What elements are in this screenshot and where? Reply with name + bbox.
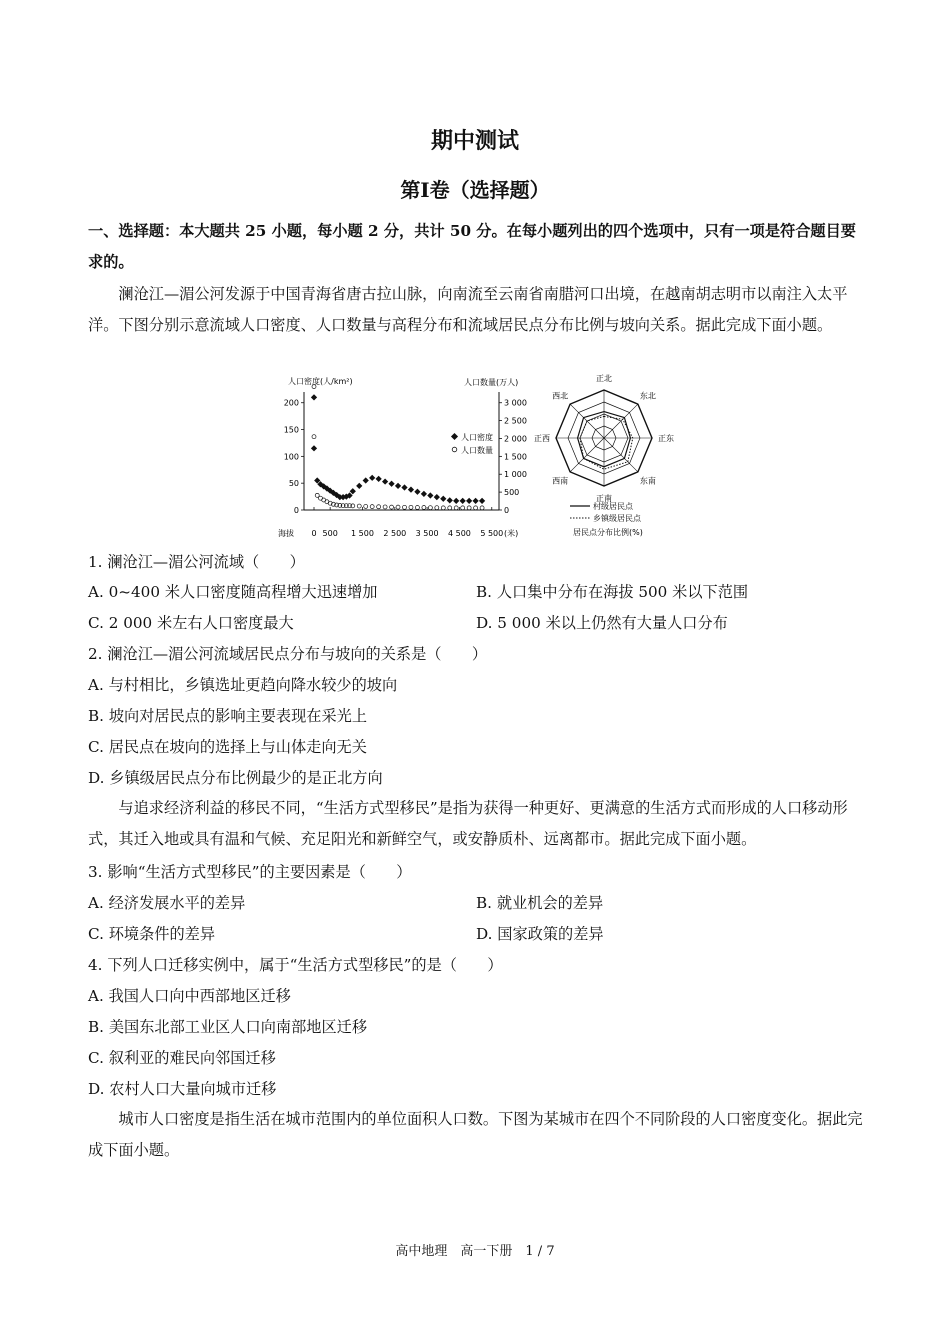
density-point	[479, 498, 485, 504]
density-point	[388, 481, 394, 487]
q2-stem: 2. 澜沧江—湄公河流域居民点分布与坡向的关系是（ ）	[88, 645, 488, 663]
scatter-legend	[451, 432, 493, 455]
q1-option-b[interactable]: B. 人口集中分布在海拔 500 米以下范围	[476, 583, 749, 601]
population-point	[377, 505, 381, 509]
left-tick-label: 150	[283, 425, 299, 435]
population-point	[474, 506, 478, 510]
left-tick-label: 100	[283, 452, 299, 462]
radar-caption: 居民点分布比例(%)	[573, 528, 643, 537]
population-point	[383, 505, 387, 509]
q2-option-c[interactable]: C. 居民点在坡向的选择上与山体走向无关	[88, 738, 367, 756]
left-tick-label: 200	[283, 398, 299, 408]
data-points	[311, 385, 485, 510]
x-ticks	[311, 507, 503, 538]
left-ticks	[284, 399, 304, 515]
left-tick-label: 0	[293, 506, 299, 515]
legend-marker-density	[451, 433, 458, 440]
q4-option-a[interactable]: A. 我国人口向中西部地区迁移	[88, 987, 291, 1005]
passage-3: 城市人口密度是指生活在城市范围内的单位面积人口数。下图为某城市在四个不同阶段的人口密度变化。据此完成下面小题。	[88, 1110, 863, 1159]
population-point	[364, 504, 368, 508]
population-point	[370, 505, 374, 509]
density-point	[369, 475, 375, 481]
density-point	[421, 491, 427, 497]
density-point	[453, 498, 459, 504]
radar-direction-label: 正西	[534, 434, 550, 443]
instruction: 一、选择题：本大题共 25 小题，每小题 2 分，共计 50 分。在每小题列出的四个选项中，只有一项是符合题目要求的。	[88, 222, 856, 271]
population-point	[448, 506, 452, 510]
radar-direction-label: 正东	[658, 434, 674, 443]
right-tick-label: 1 500	[504, 452, 527, 462]
population-point	[312, 435, 316, 439]
radar-direction-label: 西南	[552, 476, 569, 486]
x-axis-label: 海拔	[278, 529, 294, 538]
q3-option-d[interactable]: D. 国家政策的差异	[476, 925, 604, 943]
right-tick-label: 2 500	[504, 416, 527, 426]
figure-1-svg	[268, 370, 688, 545]
density-point	[401, 484, 407, 490]
right-tick-label: 1 000	[504, 470, 527, 480]
population-point	[357, 504, 361, 508]
q3-option-c[interactable]: C. 环境条件的差异	[88, 925, 216, 943]
q4-option-d[interactable]: D. 农村人口大量向城市迁移	[88, 1080, 277, 1098]
population-point	[409, 505, 413, 509]
x-tick-label: 4 500	[447, 529, 471, 538]
right-tick-label: 2 000	[504, 434, 527, 444]
left-tick-label: 50	[288, 479, 299, 489]
x-tick-label: 2 500	[383, 529, 407, 538]
density-point	[376, 476, 382, 482]
population-point	[396, 505, 400, 509]
right-tick-label: 500	[504, 488, 520, 498]
population-point	[415, 505, 419, 509]
section-title: 第Ⅰ卷（选择题）	[400, 178, 550, 202]
right-ticks	[499, 399, 527, 515]
density-point	[382, 478, 388, 484]
q1-option-d[interactable]: D. 5 000 米以上仍然有大量人口分布	[476, 614, 728, 632]
density-point	[460, 498, 466, 504]
density-point	[447, 497, 453, 503]
population-point	[441, 506, 445, 510]
x-axis-unit: (米)	[504, 529, 519, 538]
q3-option-a[interactable]: A. 经济发展水平的差异	[88, 894, 246, 912]
q4-stem: 4. 下列人口迁移实例中，属于“生活方式型移民”的是（ ）	[88, 956, 503, 974]
density-point	[311, 445, 317, 451]
x-tick-label: 5 500	[480, 529, 504, 538]
radar-direction-label: 西北	[552, 391, 569, 401]
passage-1: 澜沧江—湄公河发源于中国青海省唐古拉山脉，向南流至云南省南腊河口出境，在越南胡志明市以南注入太平洋。下图分别示意流域人口密度、人口数量与高程分布和流域居民点分布比例与坡向关系。据此完成下面小题。	[88, 285, 848, 334]
population-point	[467, 506, 471, 510]
radar-direction-label: 东北	[639, 391, 656, 401]
density-point	[466, 498, 472, 504]
population-point	[428, 506, 432, 510]
legend-town: 乡镇级居民点	[593, 514, 641, 523]
density-point	[363, 477, 369, 483]
q2-option-b[interactable]: B. 坡向对居民点的影响主要表现在采光上	[88, 707, 368, 725]
q2-option-a[interactable]: A. 与村相比，乡镇选址更趋向降水较少的坡向	[88, 676, 398, 694]
passage-2: 与追求经济利益的移民不同，“生活方式型移民”是指为获得一种更好、更满意的生活方式而形成的人口移动形式，其迁入地或具有温和气候、充足阳光和新鲜空气，或安静质朴、远离都市。据此完成下面小题。	[88, 799, 848, 848]
population-point	[454, 506, 458, 510]
left-axis-label: 人口密度(人/km²)	[288, 377, 353, 386]
radar-direction-label: 正南	[596, 494, 612, 503]
x-tick-label: 0	[311, 529, 317, 538]
population-point	[390, 505, 394, 509]
page-title: 期中测试	[430, 128, 519, 154]
radar-chart	[534, 373, 674, 503]
q1-stem: 1. 澜沧江—湄公河流域（ ）	[88, 553, 305, 571]
population-point	[461, 506, 465, 510]
density-point	[440, 496, 446, 502]
x-tick-label: 1 500	[351, 529, 374, 538]
q1-option-c[interactable]: C. 2 000 米左右人口密度最大	[88, 614, 294, 632]
right-tick-label: 0	[504, 506, 510, 515]
population-point	[435, 506, 439, 510]
q3-option-b[interactable]: B. 就业机会的差异	[476, 894, 604, 912]
density-point	[472, 498, 478, 504]
population-point	[403, 505, 407, 509]
q2-option-d[interactable]: D. 乡镇级居民点分布比例最少的是正北方向	[88, 769, 383, 787]
population-point	[422, 505, 426, 509]
legend-population: 人口数量	[461, 446, 493, 455]
radar-direction-label: 正北	[596, 374, 612, 383]
q4-option-c[interactable]: C. 叙利亚的难民向邻国迁移	[88, 1049, 276, 1067]
density-point	[414, 489, 420, 495]
legend-marker-population	[452, 447, 457, 452]
population-point	[480, 506, 484, 510]
q4-option-b[interactable]: B. 美国东北部工业区人口向南部地区迁移	[88, 1018, 368, 1036]
q1-option-a[interactable]: A. 0~400 米人口密度随高程增大迅速增加	[88, 583, 378, 601]
legend-village: 村级居民点	[593, 502, 633, 511]
q3-stem: 3. 影响“生活方式型移民”的主要因素是（ ）	[88, 863, 412, 881]
density-point	[395, 483, 401, 489]
legend-density: 人口密度	[461, 433, 493, 442]
radar-legend	[570, 501, 643, 537]
density-point	[408, 487, 414, 493]
density-point	[427, 492, 433, 498]
radar-direction-label: 东南	[639, 476, 656, 486]
x-tick-label: 3 500	[415, 529, 439, 538]
right-axis-label: 人口数量(万人)	[464, 378, 519, 387]
figure-1	[268, 370, 688, 545]
density-point	[356, 483, 362, 489]
density-point	[311, 394, 317, 400]
page-footer: 高中地理 高一下册 1 / 7	[395, 1244, 555, 1259]
density-point	[350, 488, 356, 494]
x-tick-label: 500	[322, 529, 338, 538]
right-tick-label: 3 000	[504, 398, 527, 408]
density-point	[434, 494, 440, 500]
